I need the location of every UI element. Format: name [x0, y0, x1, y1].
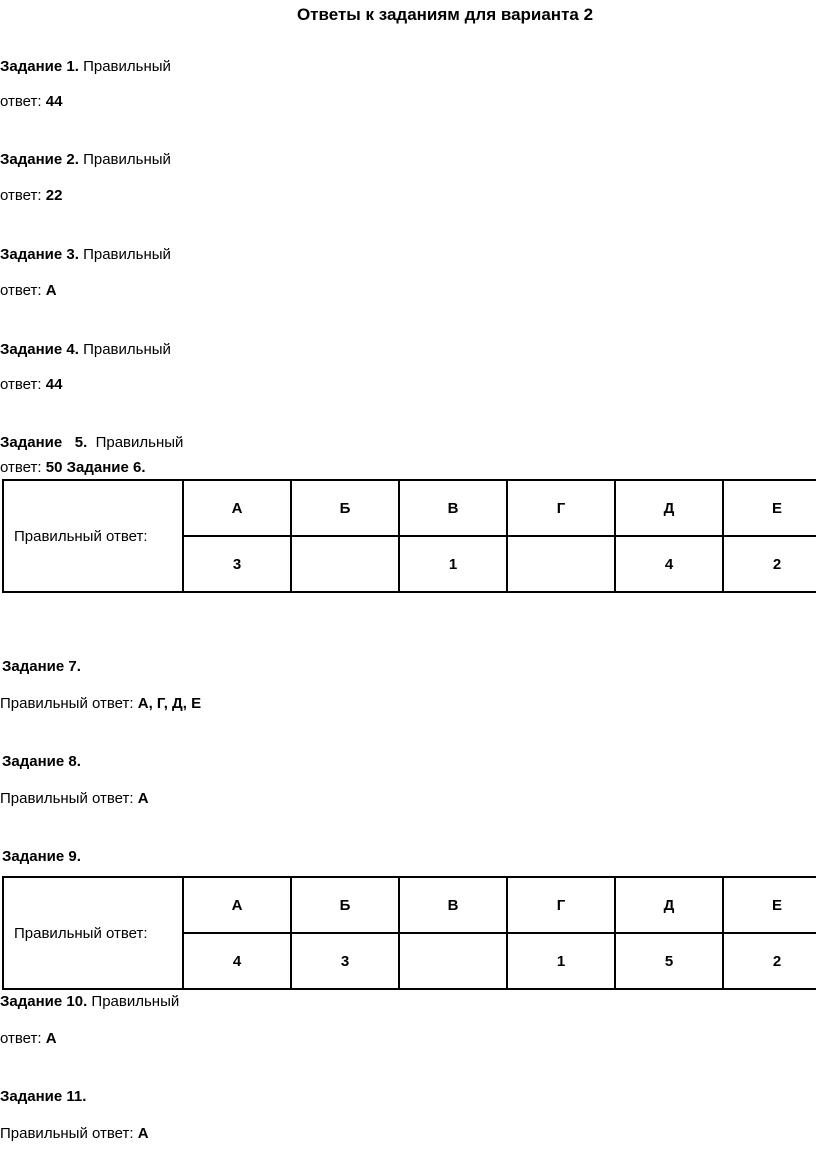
task-3-answer: ответ: А [0, 282, 57, 299]
page-title: Ответы к заданиям для варианта 2 [296, 5, 594, 24]
task-3-heading: Задание 3. Правильный [0, 246, 171, 263]
task-4-answer: ответ: 44 [0, 376, 63, 393]
task-7-heading: Задание 7. [2, 658, 81, 675]
task-9-heading: Задание 9. [2, 848, 81, 865]
table-value-cell: 5 [615, 933, 723, 989]
table-value-cell: 3 [183, 536, 291, 592]
table-label: Правильный ответ: [3, 877, 183, 989]
table-header-cell: Г [507, 877, 615, 933]
task-2-answer: ответ: 22 [0, 187, 63, 204]
table-header-cell: Б [291, 877, 399, 933]
task-8-heading: Задание 8. [2, 753, 81, 770]
table-value-cell [399, 933, 507, 989]
task-5-heading: Задание 5. Правильный [0, 434, 184, 451]
table-header-cell: Г [507, 480, 615, 536]
table-value-cell [507, 536, 615, 592]
table-header-cell: В [399, 877, 507, 933]
table-value-cell: 1 [507, 933, 615, 989]
task-1-heading: Задание 1. Правильный [0, 58, 171, 75]
table-value-cell: 4 [183, 933, 291, 989]
task-7-answer: Правильный ответ: А, Г, Д, Е [0, 695, 202, 712]
task-11-heading: Задание 11. [0, 1088, 87, 1105]
task-10-heading: Задание 10. Правильный [0, 993, 180, 1010]
table-value-cell: 1 [399, 536, 507, 592]
task-11-answer: Правильный ответ: А [0, 1125, 149, 1142]
task-10-answer: ответ: А [0, 1030, 57, 1047]
table-value-cell: 2 [723, 536, 816, 592]
task-4-heading: Задание 4. Правильный [0, 341, 171, 358]
task-5-answer: ответ: 50 Задание 6. [0, 459, 146, 476]
table-header-cell: В [399, 480, 507, 536]
task-label: Задание 1. [0, 58, 79, 75]
task-6-answer-table [2, 479, 816, 593]
table-header-cell: Д [615, 877, 723, 933]
table-header-cell: А [183, 480, 291, 536]
table-header-cell: Б [291, 480, 399, 536]
task-9-answer-table [2, 876, 816, 990]
table-header-cell: Е [723, 480, 816, 536]
table-label: Правильный ответ: [3, 480, 183, 592]
table-value-cell: 2 [723, 933, 816, 989]
table-value-cell [291, 536, 399, 592]
task-8-answer: Правильный ответ: А [0, 790, 149, 807]
task-1-answer: ответ: 44 [0, 93, 63, 110]
table-value-cell: 3 [291, 933, 399, 989]
table-header-cell: А [183, 877, 291, 933]
task-2-heading: Задание 2. Правильный [0, 151, 171, 168]
table-value-cell: 4 [615, 536, 723, 592]
task-6-label: Задание 6. [66, 459, 146, 476]
table-header-cell: Е [723, 877, 816, 933]
table-header-cell: Д [615, 480, 723, 536]
